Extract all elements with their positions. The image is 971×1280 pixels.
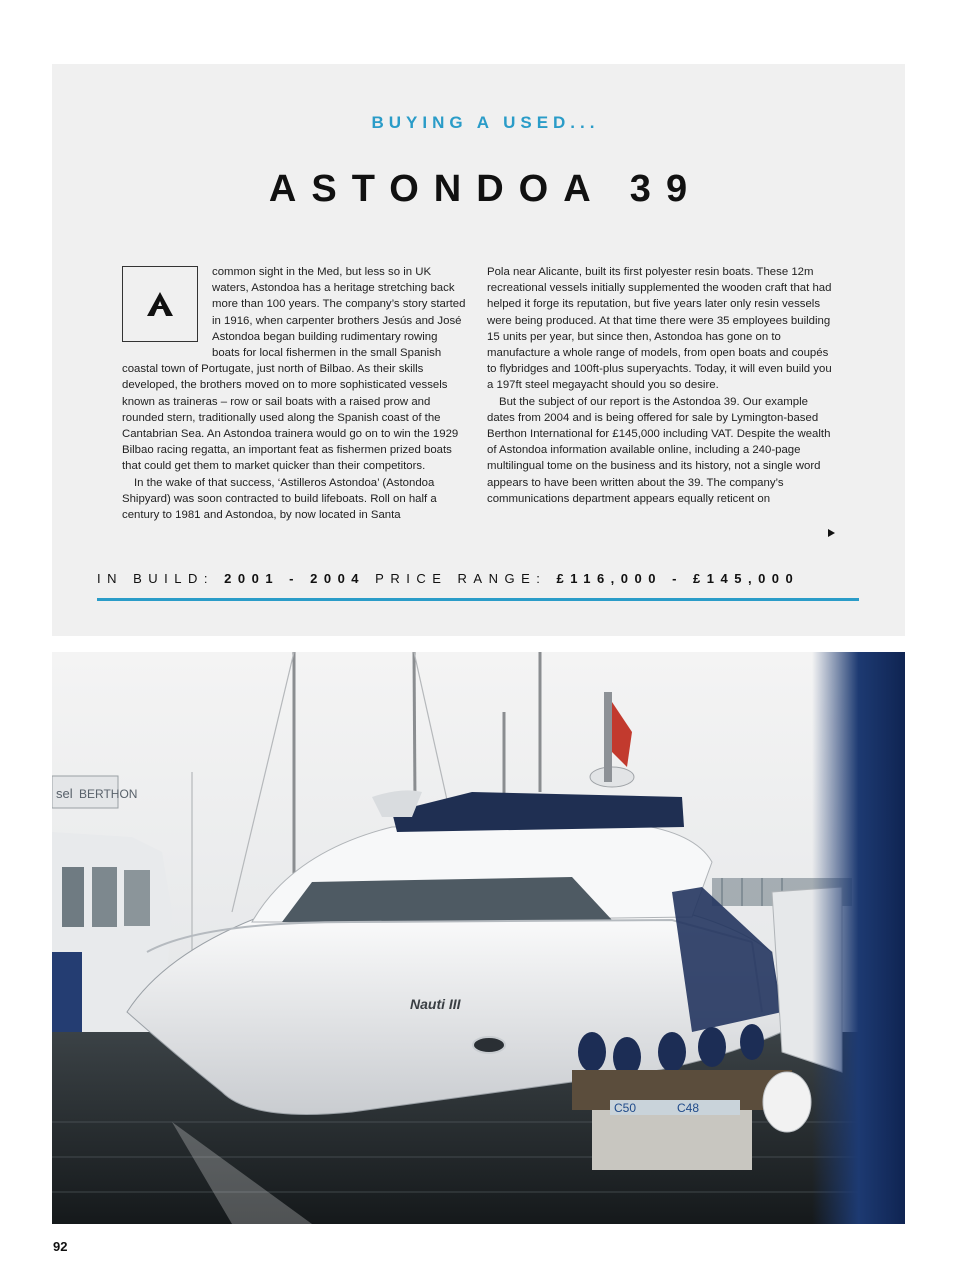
spec-line — [97, 571, 859, 586]
price-range-value: £116,000 - £145,000 — [556, 571, 800, 586]
boat-name-text: Nauti III — [410, 996, 461, 1012]
boat-photo — [52, 652, 905, 1224]
sign-right-text: BERTHON — [79, 787, 138, 801]
left-paragraph-1: common sight in the Med, but less so in UK waters, Astondoa has a heritage stretching back more than 100 years. The company’s story started in 1916, when carpenter brothers Jesús and José Astondoa began building rudimentary rowing boats for local fishermen in the small Spanish coastal town of Portugate, just north of Bilbao. As their skills developed, the brothers moved on to more sophisticated vessels known as traineras – row or sail boats with a raised prow and rounded stern, traditionally used along the Spanish coast of the Cantabrian Sea. An Astondoa trainera would go on to win the 1929 Bilbao racing regatta, an important feat as fishermen prized boats that could get them to market quicker than their competitors. — [122, 266, 466, 473]
right-column — [487, 264, 833, 507]
page-number: 92 — [53, 1239, 68, 1254]
spec-rule — [97, 598, 859, 601]
left-paragraph-2: In the wake of that success, ‘Astilleros Astondoa’ (Astondoa Shipyard) was soon contracted to build lifeboats. Roll on half a century to 1981 and Astondoa, by now located in Santa — [122, 476, 437, 522]
dropcap — [122, 266, 198, 342]
article-title: ASTONDOA 39 — [268, 168, 703, 210]
right-paragraph-1: Pola near Alicante, built its first polyester resin boats. These 12m recreational vessels initially supplemented the wooden craft that had helped it forge its reputation, but five years later only resin vessels were being produced. At that time there were 35 employees building 15 units per year, but since then, Astondoa has gone on to manufacture a whole range of models, from open boats and coupés to flybridges and 100ft-plus superyachts. Today, it will even build you a 197ft steel megayacht should you so desire. — [487, 266, 832, 392]
price-range-label: PRICE RANGE: — [375, 571, 547, 586]
sign-left-text: sel — [56, 786, 73, 801]
berth-right-label: C48 — [677, 1101, 700, 1115]
dropcap-letter-a-icon — [146, 291, 174, 317]
in-build-value: 2001 - 2004 — [224, 571, 366, 586]
continue-arrow-icon — [828, 529, 835, 537]
in-build-label: IN BUILD: — [97, 571, 215, 586]
kicker: BUYING A USED... — [371, 113, 600, 132]
berth-left-label: C50 — [614, 1101, 637, 1115]
left-column — [122, 264, 468, 523]
right-paragraph-2: But the subject of our report is the Astondoa 39. Our example dates from 2004 and is being offered for sale by Lymington-based Berthon International for £145,000 including VAT. Despite the wealth of Astondoa information available online, including a 240-page multilingual tome on the business and its history, not a single word appears to have been written about the 39. The company’s communications department appears equally reticent on — [487, 395, 831, 505]
